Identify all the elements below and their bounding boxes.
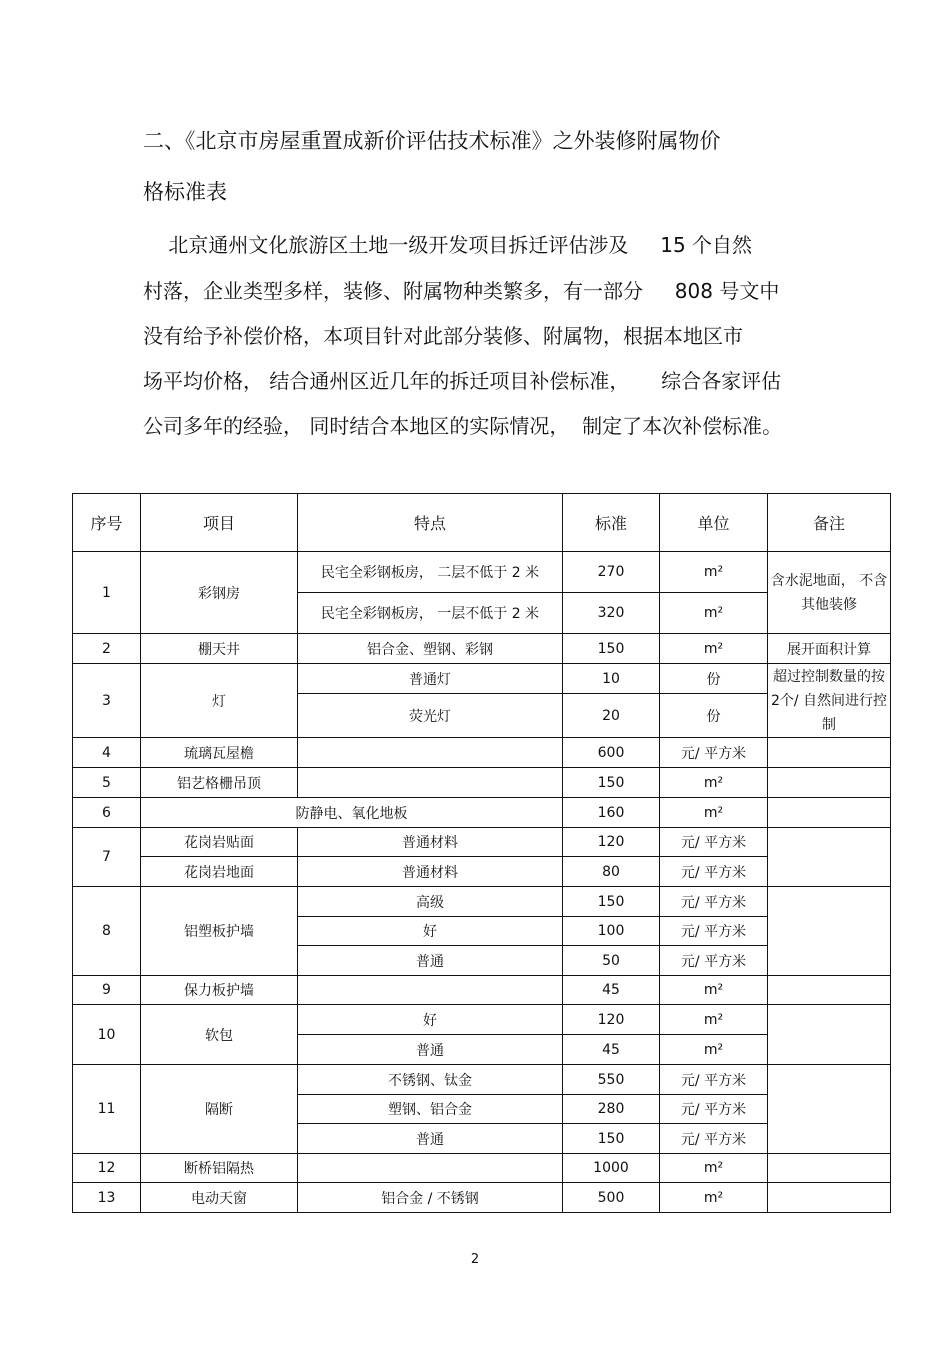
header-note: 备注 xyxy=(768,494,891,552)
paragraph-line: 北京通州文化旅游区土地一级开发项目拆迁评估涉及 15 个自然 xyxy=(143,233,753,257)
cell-unit: 元/ 平方米 xyxy=(660,738,768,768)
cell-unit: m² xyxy=(660,593,768,634)
cell-feature xyxy=(298,976,563,1005)
cell-no: 11 xyxy=(73,1065,141,1154)
cell-feature: 不锈钢、钛金 xyxy=(298,1065,563,1095)
cell-note xyxy=(768,738,891,768)
cell-unit: 元/ 平方米 xyxy=(660,857,768,887)
table-row xyxy=(73,1065,891,1095)
cell-standard: 20 xyxy=(563,694,660,738)
table-row xyxy=(73,1183,891,1213)
table-row xyxy=(73,664,891,694)
heading-line-2: 格标准表 xyxy=(143,180,227,204)
paragraph-line: 场平均价格， 结合通州区近几年的拆迁项目补偿标准， 综合各家评估 xyxy=(143,369,782,393)
cell-note: 展开面积计算 xyxy=(768,634,891,664)
table-row xyxy=(73,828,891,857)
table-header-row xyxy=(73,494,891,552)
cell-standard: 80 xyxy=(563,857,660,887)
cell-note: 含水泥地面， 不含其他装修 xyxy=(768,552,891,634)
cell-note xyxy=(768,976,891,1005)
cell-item: 彩钢房 xyxy=(141,552,298,634)
cell-unit: 元/ 平方米 xyxy=(660,1124,768,1154)
cell-unit: 元/ 平方米 xyxy=(660,887,768,917)
cell-unit: m² xyxy=(660,634,768,664)
cell-no: 7 xyxy=(73,828,141,887)
cell-item: 防静电、氧化地板 xyxy=(141,798,563,828)
cell-item: 铝塑板护墙 xyxy=(141,887,298,976)
cell-feature xyxy=(298,738,563,768)
cell-feature: 普通 xyxy=(298,1124,563,1154)
cell-unit: m² xyxy=(660,798,768,828)
cell-no: 1 xyxy=(73,552,141,634)
cell-standard: 120 xyxy=(563,1005,660,1035)
header-no: 序号 xyxy=(73,494,141,552)
cell-item: 断桥铝隔热 xyxy=(141,1154,298,1183)
cell-unit: m² xyxy=(660,1154,768,1183)
cell-note xyxy=(768,1154,891,1183)
cell-unit: m² xyxy=(660,552,768,593)
cell-feature: 民宅全彩钢板房， 二层不低于 2 米 xyxy=(298,552,563,593)
cell-item: 软包 xyxy=(141,1005,298,1065)
cell-unit: 元/ 平方米 xyxy=(660,946,768,976)
table-row xyxy=(73,798,891,828)
cell-note: 超过控制数量的按 2个/ 自然间进行控制 xyxy=(768,664,891,738)
cell-note xyxy=(768,1183,891,1213)
cell-feature: 高级 xyxy=(298,887,563,917)
cell-unit: 份 xyxy=(660,664,768,694)
table-row xyxy=(73,1005,891,1035)
cell-no: 4 xyxy=(73,738,141,768)
paragraph-line: 公司多年的经验， 同时结合本地区的实际情况， 制定了本次补偿标准。 xyxy=(143,414,783,438)
cell-no: 6 xyxy=(73,798,141,828)
price-standard-table xyxy=(72,493,891,1213)
cell-standard: 500 xyxy=(563,1183,660,1213)
cell-feature: 普通材料 xyxy=(298,857,563,887)
header-feature: 特点 xyxy=(298,494,563,552)
cell-feature xyxy=(298,1154,563,1183)
cell-standard: 1000 xyxy=(563,1154,660,1183)
cell-note xyxy=(768,1065,891,1154)
cell-unit: 元/ 平方米 xyxy=(660,828,768,857)
cell-standard: 600 xyxy=(563,738,660,768)
cell-standard: 150 xyxy=(563,887,660,917)
cell-unit: m² xyxy=(660,1183,768,1213)
cell-standard: 10 xyxy=(563,664,660,694)
cell-note xyxy=(768,887,891,976)
cell-standard: 45 xyxy=(563,1035,660,1065)
cell-standard: 45 xyxy=(563,976,660,1005)
cell-no: 13 xyxy=(73,1183,141,1213)
cell-feature: 荧光灯 xyxy=(298,694,563,738)
cell-no: 2 xyxy=(73,634,141,664)
cell-item: 花岗岩地面 xyxy=(141,857,298,887)
cell-no: 9 xyxy=(73,976,141,1005)
table-row xyxy=(73,634,891,664)
cell-standard: 150 xyxy=(563,1124,660,1154)
cell-unit: m² xyxy=(660,976,768,1005)
cell-standard: 150 xyxy=(563,634,660,664)
cell-no: 5 xyxy=(73,768,141,798)
cell-note xyxy=(768,828,891,887)
table-row xyxy=(73,976,891,1005)
cell-feature: 普通 xyxy=(298,946,563,976)
table-row xyxy=(73,768,891,798)
table-row xyxy=(73,552,891,593)
cell-item: 花岗岩贴面 xyxy=(141,828,298,857)
cell-unit: 份 xyxy=(660,694,768,738)
cell-unit: m² xyxy=(660,768,768,798)
table-row xyxy=(73,1154,891,1183)
cell-standard: 50 xyxy=(563,946,660,976)
cell-unit: 元/ 平方米 xyxy=(660,917,768,946)
cell-standard: 120 xyxy=(563,828,660,857)
cell-unit: 元/ 平方米 xyxy=(660,1095,768,1124)
cell-note xyxy=(768,798,891,828)
cell-no: 12 xyxy=(73,1154,141,1183)
cell-item: 棚天井 xyxy=(141,634,298,664)
paragraph-line: 村落，企业类型多样，装修、附属物种类繁多，有一部分 808 号文中 xyxy=(143,279,780,303)
cell-feature: 好 xyxy=(298,917,563,946)
cell-feature: 普通材料 xyxy=(298,828,563,857)
cell-item: 保力板护墙 xyxy=(141,976,298,1005)
cell-standard: 550 xyxy=(563,1065,660,1095)
cell-feature xyxy=(298,768,563,798)
cell-standard: 270 xyxy=(563,552,660,593)
cell-item: 铝艺格栅吊顶 xyxy=(141,768,298,798)
cell-unit: m² xyxy=(660,1005,768,1035)
cell-feature: 塑钢、铝合金 xyxy=(298,1095,563,1124)
cell-feature: 好 xyxy=(298,1005,563,1035)
cell-feature: 普通灯 xyxy=(298,664,563,694)
cell-standard: 150 xyxy=(563,768,660,798)
cell-item: 灯 xyxy=(141,664,298,738)
header-standard: 标准 xyxy=(563,494,660,552)
cell-standard: 320 xyxy=(563,593,660,634)
cell-note xyxy=(768,1005,891,1065)
paragraph-line: 没有给予补偿价格，本项目针对此部分装修、附属物，根据本地区市 xyxy=(143,324,743,348)
heading-line-1: 二、《北京市房屋重置成新价评估技术标准》之外装修附属物价 xyxy=(143,129,721,153)
cell-item: 隔断 xyxy=(141,1065,298,1154)
header-item: 项目 xyxy=(141,494,298,552)
cell-feature: 民宅全彩钢板房， 一层不低于 2 米 xyxy=(298,593,563,634)
cell-feature: 铝合金 / 不锈钢 xyxy=(298,1183,563,1213)
cell-standard: 100 xyxy=(563,917,660,946)
page-number: 2 xyxy=(470,1252,480,1267)
cell-no: 8 xyxy=(73,887,141,976)
cell-no: 3 xyxy=(73,664,141,738)
cell-feature: 铝合金、塑钢、彩钢 xyxy=(298,634,563,664)
cell-item: 琉璃瓦屋檐 xyxy=(141,738,298,768)
header-unit: 单位 xyxy=(660,494,768,552)
cell-item: 电动天窗 xyxy=(141,1183,298,1213)
cell-feature: 普通 xyxy=(298,1035,563,1065)
cell-no: 10 xyxy=(73,1005,141,1065)
cell-unit: m² xyxy=(660,1035,768,1065)
cell-note xyxy=(768,768,891,798)
cell-standard: 280 xyxy=(563,1095,660,1124)
table-row xyxy=(73,887,891,917)
cell-unit: 元/ 平方米 xyxy=(660,1065,768,1095)
cell-standard: 160 xyxy=(563,798,660,828)
table-row xyxy=(73,738,891,768)
